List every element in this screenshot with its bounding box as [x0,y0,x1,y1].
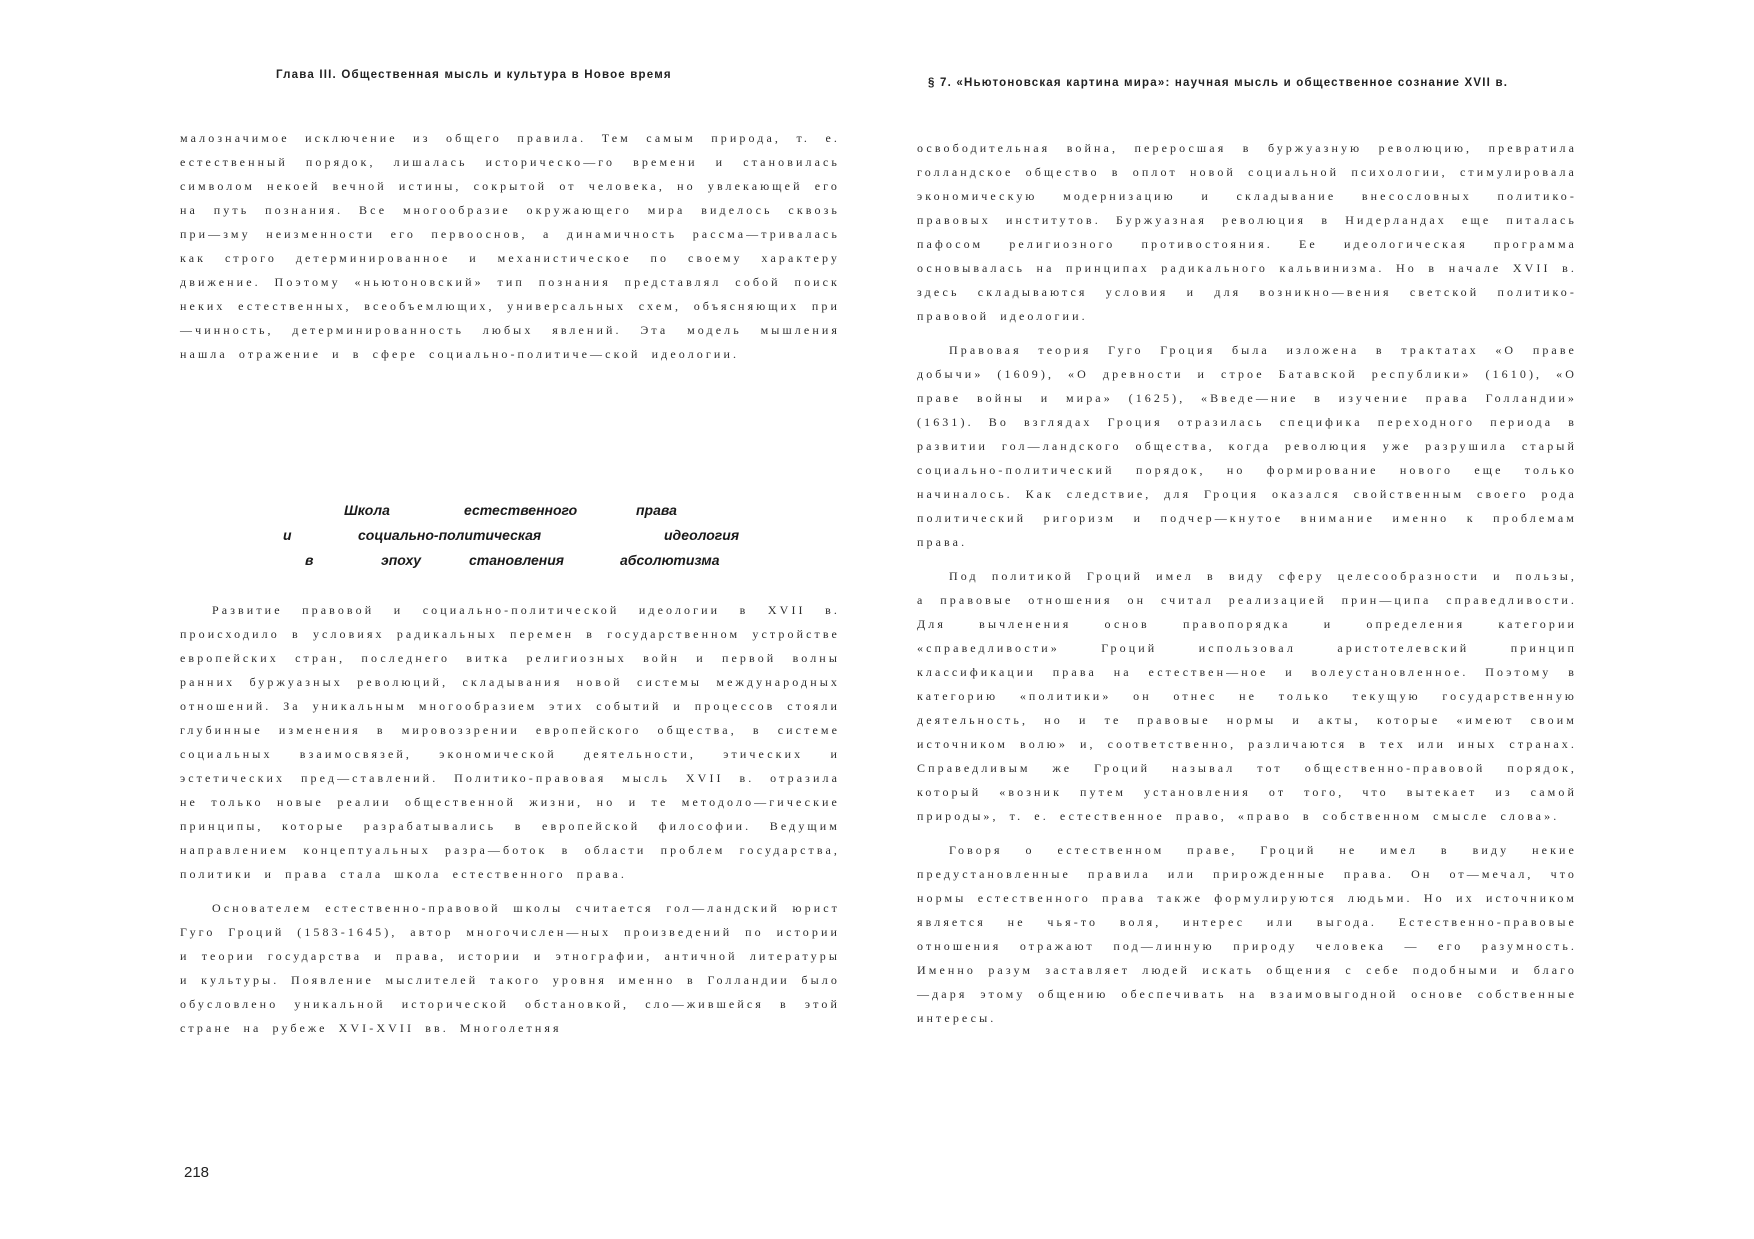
right-running-head: § 7. «Ньютоновская картина мира»: научная мысль и общественное сознание XVII в. [928,77,1509,89]
heading-word: и [283,527,292,543]
section-heading-line-1 [180,502,840,527]
section-heading-line-3 [180,552,840,577]
right-paragraph-4: Говоря о естественном праве, Гроций не имел в виду некие предустановленные правила или прирожденные права. Он от—мечал, что нормы естественного права также формулируются людьми. Но их источником является не чья-то воля, интерес или выгода. Естественно-правовые отношения отражают под—линную природу человека — его разумность. Именно разум заставляет людей искать общения с себе подобными и благо—даря этому общению обеспечивать на взаимовыгодной основе собственные интересы. [917,843,1577,1025]
heading-word: становления [469,552,565,568]
right-paragraph-2: Правовая теория Гуго Гроция была изложена в трактатах «О праве добычи» (1609), «О древности и строе Батавской республики» (1610), «О праве войны и мира» (1625), «Введе—ние в изучение права Голландии» (1631). Во взглядах Гроция отразилась специфика переходного периода в развитии гол—ландского общества, когда революция уже разрушила старый социально-политический порядок, но формирование нового еще только начиналось. Как следствие, для Гроция оказался свойственным своего рода политический ригоризм и подчер—кнутое внимание именно к проблемам права. [917,343,1577,549]
heading-word: в [305,552,314,568]
right-paragraph-1: освободительная война, переросшая в буржуазную революцию, превратила голландское общество в оплот новой социальной психологии, стимулировала экономическую модернизацию и складывание внесословных политико-правовых институтов. Буржуазная революция в Нидерландах еще питалась пафосом религиозного противостояния. Ее идеологическая программа основывалась на принципах радикального кальвинизма. Но в начале XVII в. здесь складываются условия и для возникно—вения светской политико-правовой идеологии. [917,141,1577,323]
right-paragraph-3: Под политикой Гроций имел в виду сферу целесообразности и пользы, а правовые отношения он считал реализацией прин—ципа справедливости. Для вычленения основ правопорядка и определения категории «справедливости» Гроций использовал аристотелевский принцип классификации права на естествен—ное и волеустановленное. Поэтому в категорию «политики» он отнес не только текущую государственную деятельность, но и те правовые нормы и акты, которые «имеют своим источником волю» и, соответственно, различаются в тех или иных странах. Справедливым же Гроций называл тот общественно-правовой порядок, который «возник путем установления от того, что вытекает из самой природы», т. е. естественное право, «право в собственном смысле слова». [917,569,1577,823]
right-page-body [917,136,1577,1030]
left-intro-paragraph: малозначимое исключение из общего правила. Тем самым природа, т. е. естественный порядок, лишалась историческо—го времени и становилась символом некоей вечной истины, сокрытой от человека, но увлекающей его на путь познания. Все многообразие окружающего мира виделось сквозь при—зму неизменности его первооснов, а динамичность рассма—тривалась как строго детерминированное и механистическое по своему характеру движение. Поэтому «ньютоновский» тип познания представлял собой поиск неких естественных, всеобъемлющих, универсальных схем, объясняющих при—чинность, детерминированность любых явлений. Эта модель мышления нашла отражение и в сфере социально-политиче—ской идеологии. [180,131,840,361]
left-running-head: Глава III. Общественная мысль и культура в Новое время [276,69,672,81]
left-paragraph-2: Основателем естественно-правовой школы считается гол—ландский юрист Гуго Гроций (1583-1645), автор многочислен—ных произведений по истории и теории государства и права, истории и этнографии, античной литературы и культуры. Появление мыслителей такого уровня именно в Голландии было обусловлено уникальной исторической обстановкой, сло—жившейся в этой стране на рубеже XVI-XVII вв. Многолетняя [180,901,840,1035]
heading-word: Школа [344,502,390,518]
heading-word: естественного [464,502,578,518]
heading-word: идеология [664,527,740,543]
left-page-body [180,598,840,1040]
heading-word: абсолютизма [620,552,720,568]
page-number: 218 [184,1164,210,1181]
section-heading-line-2 [180,527,840,552]
heading-word: социально-политическая [358,527,542,543]
left-page-intro [180,126,840,366]
heading-word: эпоху [381,552,422,568]
left-paragraph-1: Развитие правовой и социально-политической идеологии в XVII в. происходило в условиях радикальных перемен в государственном устройстве европейских стран, последнего витка религиозных войн и первой волны ранних буржуазных революций, складывания новой системы международных отношений. За уникальным многообразием этих событий и процессов стояли глубинные изменения в мировоззрении европейского общества, в системе социальных взаимосвязей, экономической деятельности, этических и эстетических пред—ставлений. Политико-правовая мысль XVII в. отразила не только новые реалии общественной жизни, но и те методоло—гические принципы, которые разрабатывались в европейской философии. Ведущим направлением концептуальных разра—боток в области проблем государства, политики и права стала школа естественного права. [180,603,840,881]
heading-word: права [636,502,677,518]
section-heading [180,502,840,577]
